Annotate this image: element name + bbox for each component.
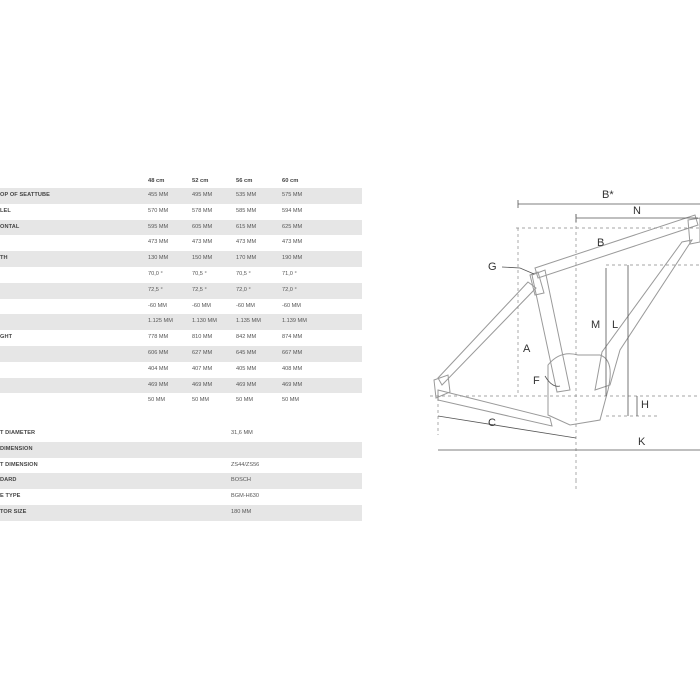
geometry-cell: 595 MM xyxy=(148,223,169,230)
spec-row-value: 31,6 MM xyxy=(231,430,253,436)
geometry-cell: 469 MM xyxy=(282,381,303,388)
label-k: K xyxy=(638,436,646,448)
geometry-cell: -60 MM xyxy=(282,302,301,309)
geometry-cell: 1.125 MM xyxy=(148,318,173,325)
label-h: H xyxy=(641,399,649,411)
geometry-row xyxy=(0,299,362,315)
geometry-cell: 72,5 ° xyxy=(192,286,207,293)
geometry-cell: 625 MM xyxy=(282,223,303,230)
spec-row-value: 180 MM xyxy=(231,508,252,515)
geometry-cell: -60 MM xyxy=(148,302,167,309)
header-size-60: 60 cm xyxy=(282,178,299,184)
geometry-cell: 170 MM xyxy=(236,255,257,262)
geometry-cell: 594 MM xyxy=(282,207,303,214)
geometry-cell: 50 MM xyxy=(192,397,210,404)
header-size-52: 52 cm xyxy=(192,178,209,184)
geometry-cell: 575 MM xyxy=(282,192,303,198)
spec-row xyxy=(0,489,362,505)
geometry-cell: 72,0 ° xyxy=(282,286,297,293)
geometry-row-label: ONTAL xyxy=(0,223,20,230)
motor-housing xyxy=(548,354,610,425)
geometry-row-label: TH xyxy=(0,255,8,262)
geometry-cell: 50 MM xyxy=(148,397,166,404)
geometry-cell: 469 MM xyxy=(148,381,169,388)
geometry-cell: 535 MM xyxy=(236,192,257,198)
frame-geometry-diagram xyxy=(420,180,700,490)
label-b-star: B* xyxy=(602,189,614,201)
spec-row-label: DIMENSION xyxy=(0,445,33,452)
geometry-cell: 72,0 ° xyxy=(236,286,251,293)
header-size-48: 48 cm xyxy=(148,178,165,184)
geometry-cell: 50 MM xyxy=(282,397,300,404)
geometry-row xyxy=(0,220,362,236)
geometry-cell: 70,5 ° xyxy=(192,270,207,277)
geometry-row xyxy=(0,283,362,299)
geometry-cell: 627 MM xyxy=(192,349,213,356)
geometry-row-label: OP OF SEATTUBE xyxy=(0,192,50,198)
geometry-cell: 570 MM xyxy=(148,207,169,214)
spec-row xyxy=(0,473,362,489)
spec-row-label: T DIMENSION xyxy=(0,461,38,468)
header-size-56: 56 cm xyxy=(236,178,253,184)
frame-diagram-svg xyxy=(420,180,700,490)
geometry-cell: 404 MM xyxy=(148,365,169,372)
geometry-row xyxy=(0,251,362,267)
geometry-cell: -60 MM xyxy=(192,302,211,309)
geometry-cell: 150 MM xyxy=(192,255,213,262)
label-f: F xyxy=(533,375,540,387)
spec-row-label: E TYPE xyxy=(0,493,21,500)
geometry-row-label: GHT xyxy=(0,334,13,341)
label-m: M xyxy=(591,319,601,331)
geometry-cell: 473 MM xyxy=(192,239,213,246)
geometry-row-label: LEL xyxy=(0,207,11,214)
geometry-cell: 455 MM xyxy=(148,192,169,198)
geometry-row xyxy=(0,393,362,409)
spec-row xyxy=(0,458,362,474)
geometry-row xyxy=(0,314,362,330)
geometry-cell: 585 MM xyxy=(236,207,257,214)
geometry-cell: 1.135 MM xyxy=(236,318,261,325)
geometry-cell: 405 MM xyxy=(236,365,257,372)
spec-row-value: BGM-H630 xyxy=(231,493,259,500)
geometry-row xyxy=(0,204,362,220)
rear-dropout xyxy=(434,375,450,398)
spec-row xyxy=(0,426,362,442)
geometry-cell: 473 MM xyxy=(236,239,257,246)
geometry-cell: 578 MM xyxy=(192,207,213,214)
geometry-row xyxy=(0,330,362,346)
spec-row-value: BOSCH xyxy=(231,477,251,484)
geometry-header-row xyxy=(0,174,362,188)
geometry-cell: 842 MM xyxy=(236,334,257,341)
label-l: L xyxy=(612,319,619,331)
geometry-cell: 130 MM xyxy=(148,255,169,262)
geometry-cell: 645 MM xyxy=(236,349,257,356)
geometry-row xyxy=(0,188,362,204)
dim-c-line xyxy=(438,416,576,438)
geometry-cell: 1.130 MM xyxy=(192,318,217,325)
geometry-cell: 615 MM xyxy=(236,223,257,230)
label-n: N xyxy=(633,205,641,217)
geometry-cell: 606 MM xyxy=(148,349,169,356)
geometry-cell: 469 MM xyxy=(236,381,257,388)
dim-f-arc xyxy=(545,376,560,386)
seat-tube xyxy=(532,270,570,392)
geometry-cell: 407 MM xyxy=(192,365,213,372)
spec-row xyxy=(0,505,362,521)
geometry-cell: 810 MM xyxy=(192,334,213,341)
spec-row-value: ZS44/ZS56 xyxy=(231,461,260,468)
geometry-cell: 50 MM xyxy=(236,397,254,404)
geometry-cell: 1.139 MM xyxy=(282,318,307,325)
geometry-cell: 605 MM xyxy=(192,223,213,230)
geometry-cell: 408 MM xyxy=(282,365,303,372)
geometry-row xyxy=(0,362,362,378)
label-a: A xyxy=(523,343,531,355)
geometry-cell: -60 MM xyxy=(236,302,255,309)
spec-row xyxy=(0,442,362,458)
label-c: C xyxy=(488,417,496,429)
geometry-cell: 72,5 ° xyxy=(148,286,163,293)
geometry-cell: 495 MM xyxy=(192,192,213,198)
geometry-cell: 473 MM xyxy=(282,239,303,246)
geometry-row xyxy=(0,378,362,394)
label-g: G xyxy=(488,261,497,273)
geometry-cell: 71,0 ° xyxy=(282,270,297,277)
geometry-row xyxy=(0,346,362,362)
geometry-cell: 190 MM xyxy=(282,255,303,262)
geometry-cell: 473 MM xyxy=(148,239,169,246)
spec-row-label: TOR SIZE xyxy=(0,508,27,515)
geometry-cell: 778 MM xyxy=(148,334,169,341)
seat-stay xyxy=(438,282,536,385)
spec-row-label: DARD xyxy=(0,477,17,484)
geometry-cell: 70,5 ° xyxy=(236,270,251,277)
geometry-cell: 874 MM xyxy=(282,334,303,341)
geometry-cell: 469 MM xyxy=(192,381,213,388)
geometry-cell: 70,0 ° xyxy=(148,270,163,277)
label-b: B xyxy=(597,237,605,249)
geometry-table xyxy=(0,174,362,409)
geometry-row xyxy=(0,267,362,283)
geometry-cell: 667 MM xyxy=(282,349,303,356)
geometry-row xyxy=(0,235,362,251)
spec-table xyxy=(0,426,362,521)
spec-row-label: T DIAMETER xyxy=(0,430,36,436)
